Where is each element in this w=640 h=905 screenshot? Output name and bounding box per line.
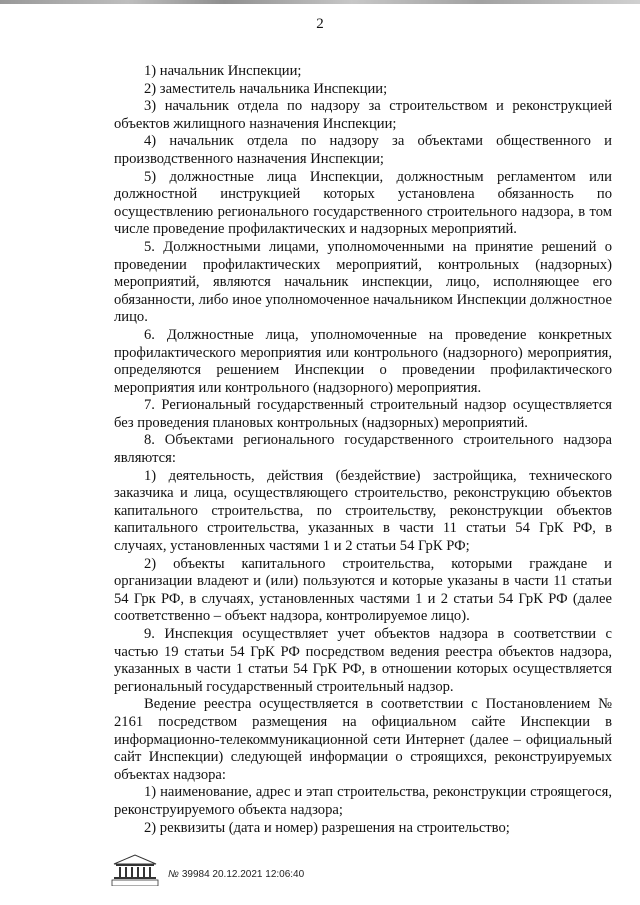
document-footer bbox=[110, 852, 350, 892]
number-sign: № bbox=[168, 869, 179, 880]
paragraph: Ведение реестра осуществляется в соответствии с Постановлением № 2161 посредством размещения на официальном сайте Инспекции в информационно-телекоммуникационной сети Интернет (далее – официальный сайт Инспекции) следующей информации о строящихся, реконструируемых объектах надзора: bbox=[114, 696, 612, 783]
page-number: 2 bbox=[316, 16, 324, 32]
paragraph: 7. Региональный государственный строительный надзор осуществляется без проведения плановых контрольных (надзорных) мероприятий. bbox=[114, 397, 612, 431]
paragraph: 1) наименование, адрес и этап строительства, реконструкции строящегося, реконструируемого объекта надзора; bbox=[114, 784, 612, 818]
paragraph: 5. Должностными лицами, уполномоченными на принятие решений о проведении профилактических мероприятий, контрольных (надзорных) мероприятий, являются начальник инспекции, лицо, исполняющее его обязанности, либо иное уполномоченное начальником Инспекции должностное лицо. bbox=[114, 238, 612, 326]
paragraph: 2) заместитель начальника Инспекции; bbox=[144, 80, 388, 97]
ministry-building-logo-icon bbox=[110, 852, 160, 886]
paragraph: 1) начальник Инспекции; bbox=[144, 63, 302, 79]
paragraph: 3) начальник отдела по надзору за строительством и реконструкцией объектов жилищного назначения Инспекции; bbox=[114, 98, 612, 132]
document-registration-stamp bbox=[168, 869, 304, 880]
paragraph: 4) начальник отдела по надзору за объектами общественного и производственного назначения Инспекции; bbox=[114, 133, 612, 167]
paragraph: 9. Инспекция осуществляет учет объектов надзора в соответствии с частью 19 статьи 54 ГрК РФ посредством ведения реестра объектов надзора, указанных в части 1 статьи 54 ГрК РФ, в отношении которых осуществляется региональный государственный строительный надзор. bbox=[114, 626, 612, 695]
paragraph: 6. Должностные лица, уполномоченные на проведение конкретных профилактического мероприятия или контрольного (надзорного) мероприятия, определяются решением Инспекции о проведении профилактического мероприятия или контрольного (надзорного) мероприятия. bbox=[114, 326, 612, 396]
document-body bbox=[114, 63, 612, 837]
registration-number-datetime: 39984 20.12.2021 12:06:40 bbox=[181, 869, 305, 880]
paragraph: 2) реквизиты (дата и номер) разрешения на строительство; bbox=[144, 819, 510, 836]
paragraph: 5) должностные лица Инспекции, должностным регламентом или должностной инструкцией которых установлена обязанность по осуществлению регионального государственного строительного надзора, в том числе проведение профилактических и надзорных мероприятий. bbox=[114, 168, 612, 238]
scan-edge bbox=[0, 0, 640, 4]
paragraph: 8. Объектами регионального государственного строительного надзора являются: bbox=[114, 432, 612, 467]
paragraph: 1) деятельность, действия (бездействие) застройщика, технического заказчика и лица, осуществляющего строительство, реконструкцию объектов капитального строительства, по строительству, реконструкции объектов капитального строительства, указанных в части 11 статьи 54 ГрК РФ, в случаях, установленных частями 1 и 2 статьи 54 ГрК РФ; bbox=[114, 467, 612, 555]
paragraph: 2) объекты капитального строительства, которыми граждане и организации владеют и (или) пользуются и которые указаны в части 11 статьи 54 Грк РФ, в случаях, установленных частями 1 и 2 статьи 54 ГрК РФ (далее соответственно – объект надзора, контролируемое лицо). bbox=[114, 555, 612, 625]
